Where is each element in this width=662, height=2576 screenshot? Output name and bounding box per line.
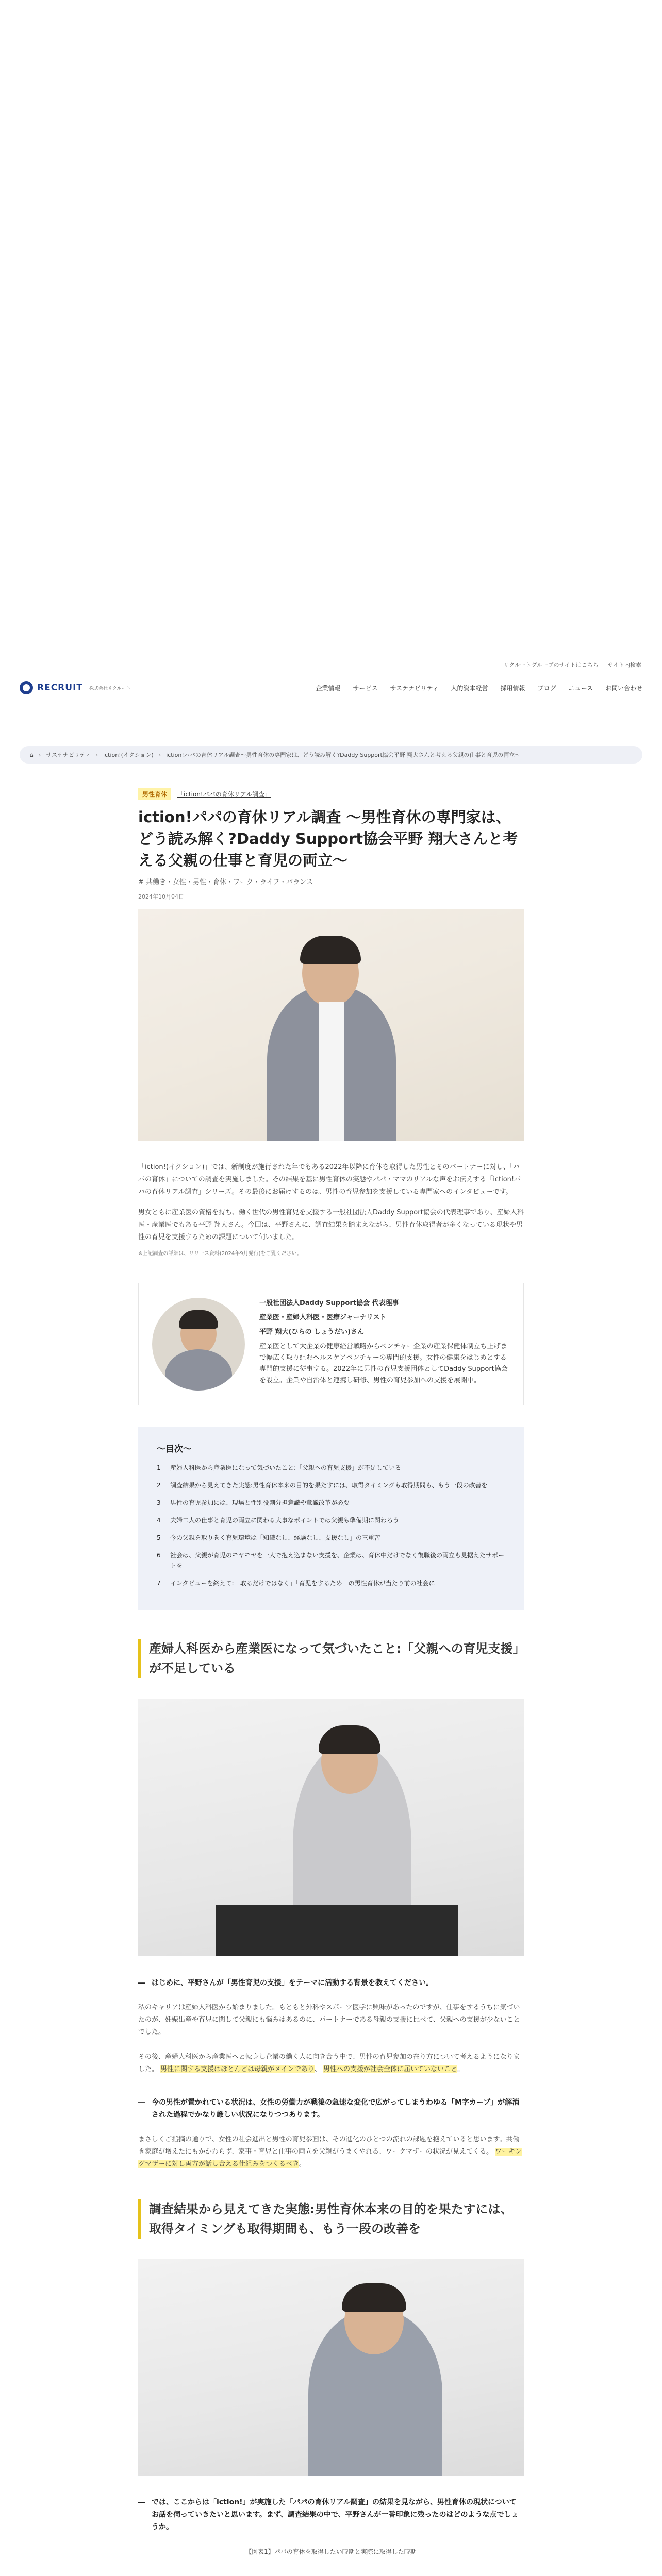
toc-item-label: インタビューを終えて:「取るだけではなく」「育児をするため」の男性育休が当たり前の社会に — [170, 1580, 435, 1587]
toc-item-label: 産婦人科医から産業医になって気づいたこと:「父親への育児支援」が不足している — [170, 1464, 402, 1471]
question-text: では、ここからは「iction!」が実施した「パパの育休リアル調査」の結果を見ながら、男性育休の現状について お話を伺っていきたいと思います。まず、調査結果の中で、平野さんが一番印象に残ったのはどのような点でしょうか。 — [152, 2498, 519, 2531]
nav-item-human-capital[interactable]: 人的資本経営 — [451, 684, 488, 692]
figure-caption: 【図表1】パパの育休を取得したい時期と実際に取得した時期 — [245, 2548, 417, 2555]
nav-item-contact[interactable]: お問い合わせ — [605, 684, 642, 692]
interview-question: ― はじめに、平野さんが「男性育児の支援」をテーマに活動する背景を教えてください。 — [138, 1977, 524, 1989]
toc-item[interactable]: 6 社会は、父親が育児のモヤモヤを一人で抱え込まない支援を、企業は、育休中だけでなく復職後の両立も見据えたサポートを — [157, 1550, 505, 1571]
highlight-text: 男性に関する支援はほとんどは母親がメインであり — [160, 2065, 315, 2073]
question-text: 今の男性が置かれている状況は、女性の労働力が戦後の急速な変化で広がってしまうわゆる「M字カーブ」が解消された過程でかなり厳しい状況になりつつあります。 — [152, 2098, 520, 2119]
toc-item[interactable]: 1 産婦人科医から産業医になって気づいたこと:「父親への育児支援」が不足している — [157, 1463, 505, 1473]
answer-paragraph: その後、産婦人科医から産業医へと転身し企業の働く人に向き合う中で、男性の育児参加の在り方について考えるようになりました。 男性に関する支援はほとんどは母親がメインであり、 男性への支援が社会全体に届いていないこと。 — [138, 2053, 520, 2073]
profile-org: 一般社団法人Daddy Support協会 代表理事 — [259, 1299, 399, 1307]
utility-links — [503, 660, 641, 669]
category-badge[interactable]: 男性育休 — [138, 788, 171, 800]
avatar — [152, 1298, 245, 1391]
toc-item-label: 男性の育児参加には、現場と性別役割分担意識や意識改革が必要 — [170, 1499, 350, 1506]
brand-name: RECRUIT — [37, 683, 83, 693]
toc-item[interactable]: 2 調査結果から見えてきた実態:男性育休本来の目的を果たすには、取得タイミングも取得期間も、もう一段の改善を — [157, 1480, 505, 1490]
global-nav — [316, 684, 642, 692]
breadcrumb-item-sustainability[interactable]: サステナビリティ — [46, 752, 91, 758]
chevron-right-icon: › — [158, 751, 161, 758]
question-text: はじめに、平野さんが「男性育児の支援」をテーマに活動する背景を教えてください。 — [152, 1979, 433, 1987]
interview-question: ― では、ここからは「iction!」が実施した「パパの育休リアル調査」の結果を見ながら、男性育休の現状について お話を伺っていきたいと思います。まず、調査結果の中で、平野さんが一番印象に残ったのはどのような点でしょうか。 — [138, 2496, 524, 2533]
breadcrumb-item-iction[interactable]: iction!(イクション) — [103, 752, 154, 758]
profile-card — [138, 1283, 524, 1405]
breadcrumb — [20, 746, 642, 764]
toc-item-label: 調査結果から見えてきた実態:男性育休本来の目的を果たすには、取得タイミングも取得期間も、もう一段の改善を — [170, 1482, 488, 1489]
breadcrumb-item-current: iction!パパの育休リアル調査～男性育休の専門家は、どう読み解く?Daddy Support協会平野 翔大さんと考える父親の仕事と育児の両立～ — [166, 752, 521, 758]
interview-photo-2 — [138, 2259, 524, 2476]
highlight-text: 男性への支援が社会全体に届いていないこと — [323, 2065, 458, 2073]
profile-bio: 産業医として大企業の健康経営戦略からベンチャー企業の産業保健体制立ち上げまで幅広く取り組むヘルスケアベンチャーの専門的支援。女性の健康をはじめとする専門的支援に従事する。2022年に男性の育児支援団体としてDaddy Support協会を設立。企業や自治体と連携し研修、男性の育児参加への支援を展開中。 — [259, 1343, 508, 1384]
profile-body — [259, 1298, 510, 1391]
table-of-contents — [138, 1427, 524, 1610]
article — [138, 788, 524, 2558]
nav-item-services[interactable]: サービス — [353, 684, 378, 692]
toc-item-label: 夫婦二人の仕事と育児の両立に関わる大事なポイントでは父親も準備期に関わろう — [170, 1517, 400, 1524]
nav-item-sustainability[interactable]: サステナビリティ — [390, 684, 439, 692]
nav-item-company[interactable]: 企業情報 — [316, 684, 341, 692]
nav-item-blog[interactable]: ブログ — [537, 684, 556, 692]
recruit-logo-icon — [20, 681, 33, 694]
article-title: iction!パパの育休リアル調査 ～男性育休の専門家は、どう読み解く?Daddy Support協会平野 翔大さんと考える父親の仕事と育児の両立～ — [138, 808, 518, 869]
section-heading-2: 調査結果から見えてきた実態:男性育休本来の目的を果たすには、取得タイミングも取得期間も、もう一段の改善を — [138, 2199, 524, 2239]
article-tags — [138, 788, 524, 800]
nav-item-careers[interactable]: 採用情報 — [500, 684, 525, 692]
toc-item[interactable]: 3 男性の育児参加には、現場と性別役割分担意識や意識改革が必要 — [157, 1498, 505, 1508]
survey-note: ※上記調査の詳細は、リリース資料(2024年9月発行)をご覧ください。 — [138, 1251, 302, 1257]
series-link[interactable]: 「iction!パパの育休リアル調査」 — [177, 791, 271, 798]
answer-paragraph: 私のキャリアは産婦人科医から始まりました。もともと外科やスポーツ医学に興味があったのですが、仕事をするうちに気づいたのが、妊娠出産や育児に関して父親にも悩みはあるのに、パートナーである母親の支援に比べて、父親への支援が少ないことでした。 — [138, 2004, 520, 2036]
intro-paragraph: 「iction!(イクション)」では、新制度が施行された年でもある2022年以降に育休を取得した男性とそのパートナーに対し、「パパの育休」についての調査を実施しました。その結果を基に男性育休の実態やパパ・ママのリアルな声をお伝えする「iction!パパの育休リアル調査」シリーズ。その最後にお届けするのは、男性の育児参加を支援している専門家へのインタビューです。 — [138, 1163, 521, 1196]
toc-item[interactable]: 4 夫婦二人の仕事と育児の両立に関わる大事なポイントでは父親も準備期に関わろう — [157, 1515, 505, 1526]
chevron-right-icon: › — [95, 751, 98, 758]
profile-person: 平野 翔大(ひらの しょうだい)さん — [259, 1328, 364, 1336]
site-header — [0, 672, 662, 703]
toc-item[interactable]: 7 インタビューを終えて:「取るだけではなく」「育児をするため」の男性育休が当たり前の社会に — [157, 1578, 505, 1588]
interview-photo-1 — [138, 1699, 524, 1956]
intro-paragraph: 男女ともに産業医の資格を持ち、働く世代の男性育児を支援する一般社団法人Daddy Support協会の代表理事であり、産婦人科医・産業医でもある平野 翔大さん。今回は、平野さんに、調査結果を踏まえながら、男性育休取得者が多くなっている現状や男性の育児を支援するための課題について伺いました。 — [138, 1209, 524, 1241]
brand-sub: 株式会社リクルート — [89, 686, 131, 691]
site-search-link[interactable]: サイト内検索 — [607, 662, 641, 668]
group-sites-link[interactable]: リクルートグループのサイトはこちら — [503, 662, 599, 668]
profile-role: 産業医・産婦人科医・医療ジャーナリスト — [259, 1314, 387, 1321]
person-photo-hair — [300, 936, 361, 964]
hero-photo — [138, 909, 524, 1141]
home-icon[interactable]: ⌂ — [30, 751, 34, 758]
toc-item-label: 社会は、父親が育児のモヤモヤを一人で抱え込まない支援を、企業は、育休中だけでなく復職後の両立も見据えたサポートを — [170, 1552, 505, 1569]
toc-item[interactable]: 5 今の父親を取り巻く育児環境は「知識なし、経験なし、支援なし」の三重苦 — [157, 1533, 505, 1543]
hashtags[interactable]: # 共働き・女性・男性・育休・ワーク・ライフ・バランス — [138, 878, 313, 886]
highlight-text: ワーキングマザーに対し両方が話し合える仕組みをつくるべき — [138, 2148, 522, 2168]
person-photo-shirt — [319, 1002, 344, 1141]
answer-paragraph: まさしくご指摘の通りで、女性の社会進出と男性の育児参画は、その進化のひとつの流れの課題を抱えていると思います。共働き家庭が増えたにもかかわらず、家事・育児と仕事の両立を父親がうまくやれる、ワークマザーの状況が見えてくる。 ワーキングマザーに対し両方が話し合える仕組みをつくるべき。 — [138, 2136, 522, 2168]
article-intro — [138, 1161, 524, 1260]
section-heading-1: 産婦人科医から産業医になって気づいたこと:「父親への育児支援」が不足している — [138, 1639, 524, 1678]
brand-logo[interactable] — [20, 681, 131, 694]
publish-date: 2024年10月04日 — [138, 893, 184, 900]
nav-item-news[interactable]: ニュース — [568, 684, 593, 692]
toc-title: 〜目次〜 — [157, 1444, 192, 1454]
toc-item-label: 今の父親を取り巻く育児環境は「知識なし、経験なし、支援なし」の三重苦 — [170, 1534, 381, 1541]
chevron-right-icon: › — [38, 751, 41, 758]
interview-question: ― 今の男性が置かれている状況は、女性の労働力が戦後の急速な変化で広がってしまうわゆる「M字カーブ」が解消された過程でかなり厳しい状況になりつつあります。 — [138, 2096, 524, 2121]
